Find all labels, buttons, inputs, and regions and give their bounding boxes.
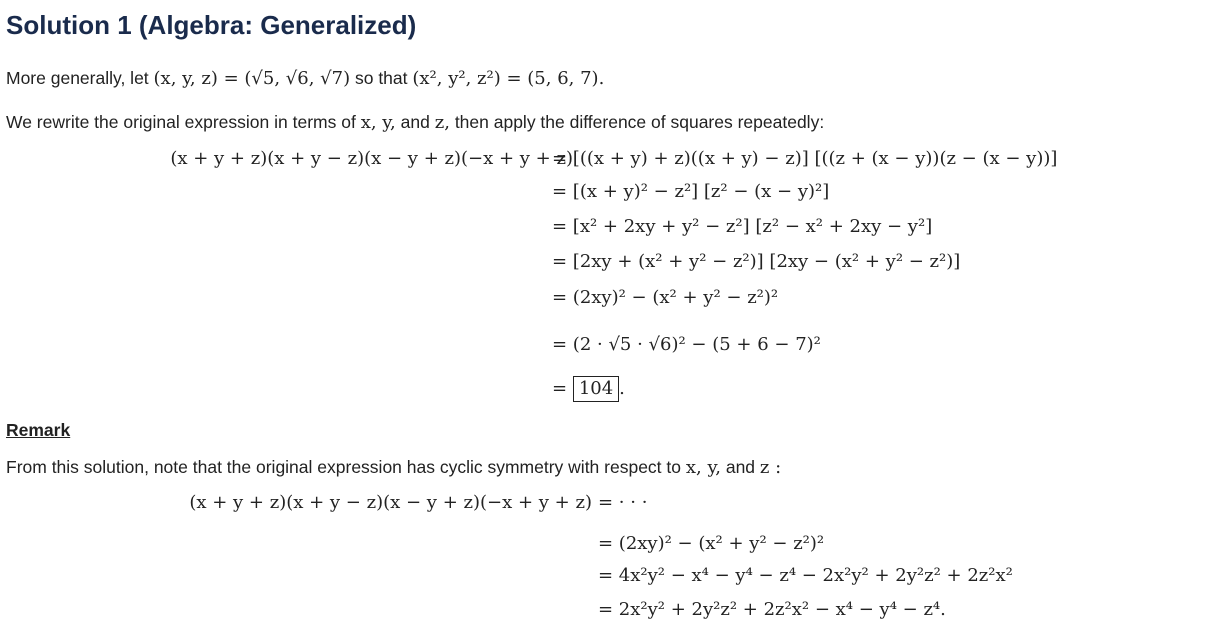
remark-heading: Remark [6, 420, 71, 440]
solution-heading: Solution 1 (Algebra: Generalized) [6, 10, 417, 40]
final-period: . [619, 378, 625, 399]
intro-paragraph [6, 66, 604, 91]
derivation-final [552, 376, 625, 402]
derivation-lhs: (x + y + z)(x + y − z)(x − y + z)(−x + y + z) [170, 148, 573, 169]
remark-and: and [720, 457, 760, 477]
rewrite-vars: x, y, [360, 112, 396, 133]
derivation-step-4: = [2xy + (x² + y² − z²)] [2xy − (x² + y² − z²)] [552, 251, 961, 272]
remark-lhs: (x + y + z)(x + y − z)(x − y + z)(−x + y + z) [189, 492, 592, 513]
derivation-step-2: = [(x + y)² − z²] [z² − (x − y)²] [552, 181, 830, 202]
final-answer-box: 104 [573, 376, 619, 402]
derivation-step-6: = (2 · √5 · √6)² − (5 + 6 − 7)² [552, 334, 821, 355]
derivation-step-3: = [x² + 2xy + y² − z²] [z² − x² + 2xy − y²] [552, 216, 933, 237]
final-equals: = [552, 378, 573, 399]
derivation-step-1: = [((x + y) + z)((x + y) − z)] [((z + (x − y))(z − (x − y))] [552, 148, 1058, 169]
remark-step-4: = 2x²y² + 2y²z² + 2z²x² − x⁴ − y⁴ − z⁴. [598, 599, 946, 620]
remark-vars: x, y, [685, 457, 721, 478]
rewrite-suffix: then apply the difference of squares repeatedly: [449, 112, 825, 132]
intro-prefix: More generally, let [6, 68, 154, 88]
intro-mid: so that [350, 68, 413, 88]
remark-paragraph [6, 455, 781, 480]
rewrite-paragraph [6, 110, 824, 135]
rewrite-z: z, [434, 112, 450, 133]
intro-equation: (x, y, z) = (√5, √6, √7) [153, 68, 351, 89]
rewrite-prefix: We rewrite the original expression in terms of [6, 112, 361, 132]
remark-step-3: = 4x²y² − x⁴ − y⁴ − z⁴ − 2x²y² + 2y²z² + 2z²x² [598, 565, 1013, 586]
remark-z: z : [759, 457, 782, 478]
remark-step-1: = · · · [598, 492, 648, 513]
rewrite-and: and [395, 112, 435, 132]
derivation-step-5: = (2xy)² − (x² + y² − z²)² [552, 287, 779, 308]
remark-step-2: = (2xy)² − (x² + y² − z²)² [598, 533, 825, 554]
intro-equation-squares: (x², y², z²) = (5, 6, 7). [412, 68, 605, 89]
remark-text-prefix: From this solution, note that the original expression has cyclic symmetry with respect to [6, 457, 686, 477]
